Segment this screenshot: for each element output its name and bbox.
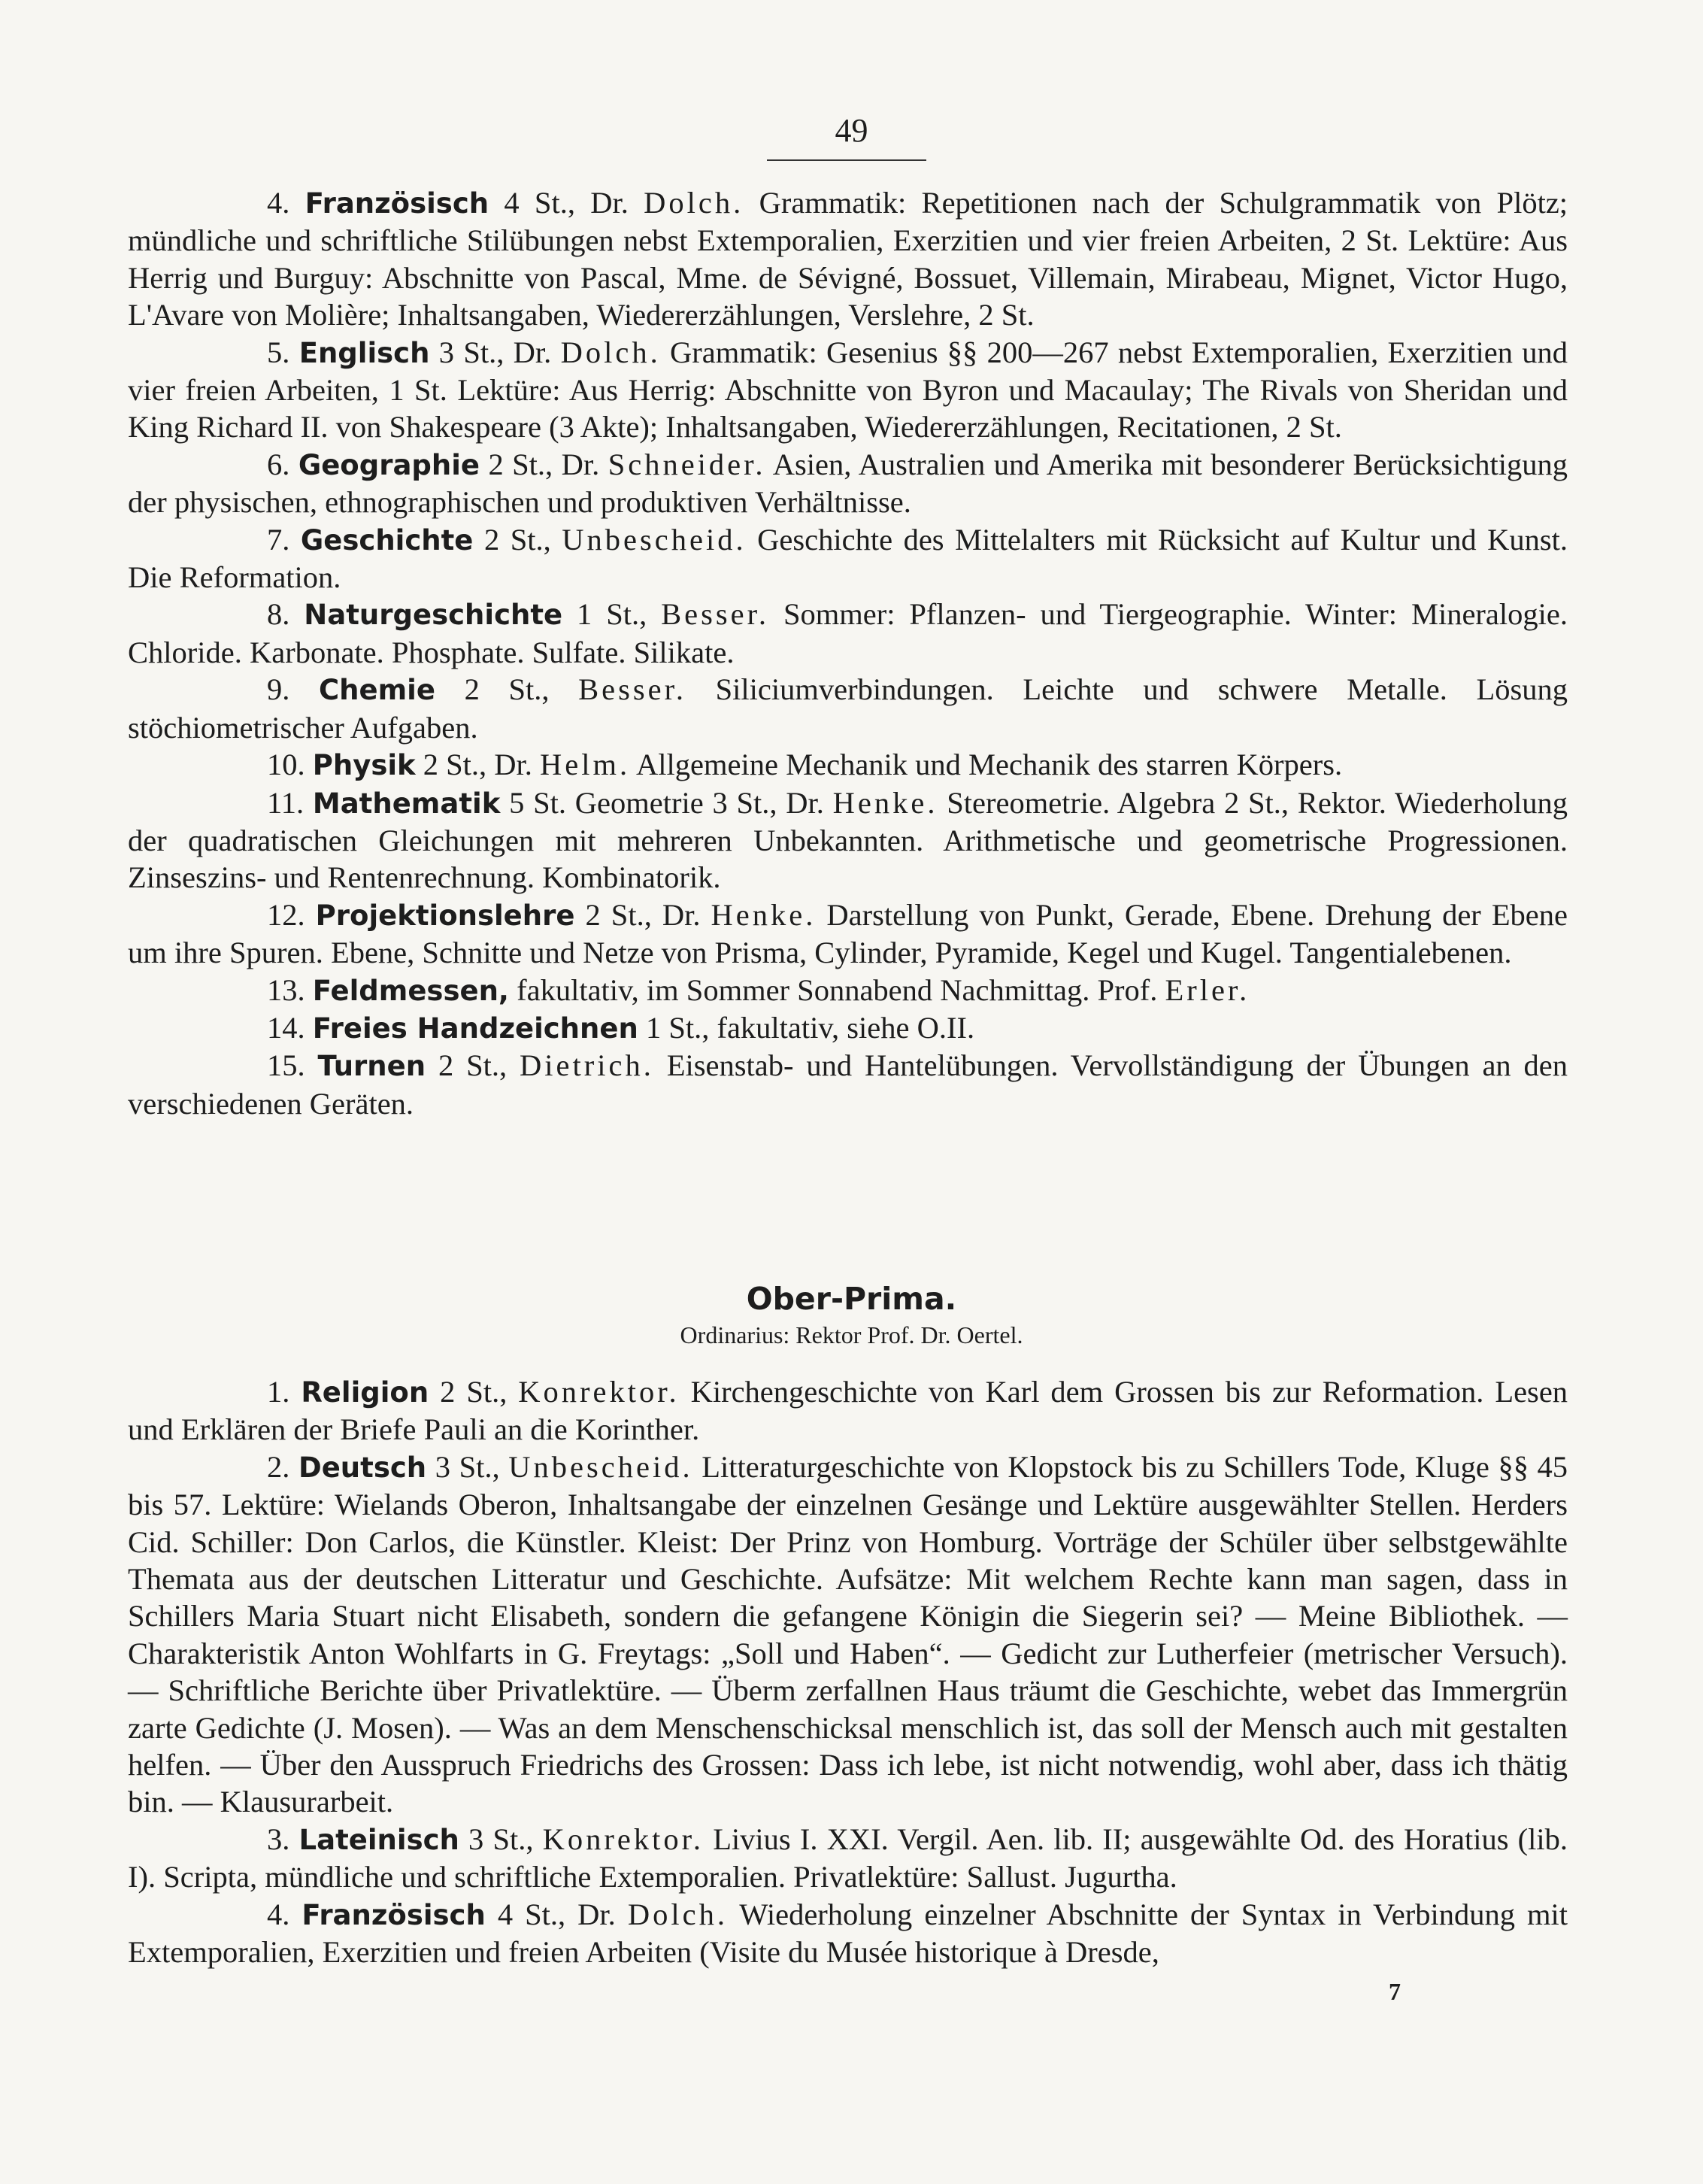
- teacher-name: Henke.: [832, 785, 938, 820]
- subject-name: Geschichte: [300, 523, 474, 557]
- subject-paragraph: [128, 784, 1568, 896]
- subject-paragraph: [128, 184, 1568, 334]
- teacher-name: Henke.: [711, 897, 817, 932]
- subject-name: Chemie: [319, 674, 435, 707]
- subject-hours: 4 St., Dr.: [504, 186, 629, 220]
- subject-description: Livius I. XXI. Vergil. Aen. lib. II; ausgewählte Od. des Horatius (lib. I). Scripta, mündliche und schriftliche Extemporalien. Privatlektüre: Sallust. Jugurtha.: [128, 1822, 1568, 1894]
- subject-number: 8.: [267, 597, 290, 632]
- teacher-name: Besser.: [661, 597, 770, 632]
- subject-description: Darstellung von Punkt, Gerade, Ebene. Drehung der Ebene um ihre Spuren. Ebene, Schnitte und Netze von Prisma, Cylinder, Pyramide, Kegel und Kugel. Tangentialebenen.: [128, 897, 1568, 970]
- subject-number: 11.: [267, 785, 305, 820]
- ordinarius-line: Ordinarius: Rektor Prof. Dr. Oertel.: [680, 1321, 1023, 1348]
- subject-description: Allgemeine Mechanik und Mechanik des starren Körpers.: [636, 748, 1343, 782]
- subject-paragraph: [128, 972, 1568, 1009]
- subject-paragraph: [128, 334, 1568, 446]
- subject-number: 4.: [267, 1897, 290, 1931]
- curriculum-section-2: [128, 1373, 1568, 1971]
- subject-number: 14.: [267, 1010, 305, 1045]
- subject-name: Englisch: [298, 336, 430, 369]
- subject-description: Eisenstab- und Hantelübungen. Vervollständigung der Übungen an den verschiedenen Geräten.: [128, 1048, 1568, 1121]
- subject-paragraph: [128, 1896, 1568, 1971]
- subject-hours: 2 St., Dr.: [585, 897, 701, 932]
- subject-name: Mathematik: [312, 787, 501, 820]
- subject-name: Französisch: [305, 187, 489, 220]
- subject-name: Feldmessen,: [312, 974, 509, 1007]
- subject-name: Lateinisch: [298, 1823, 459, 1856]
- subject-description: Siliciumverbindungen. Leichte und schwere Metalle. Lösung stöchiometrischer Aufgaben.: [128, 672, 1568, 745]
- subject-name: Freies Handzeichnen: [312, 1012, 638, 1045]
- subject-description: Asien, Australien und Amerika mit besonderer Berücksichtigung der physischen, ethnographischen und produktiven Verhältnisse.: [128, 447, 1568, 520]
- subject-paragraph: [128, 596, 1568, 671]
- subject-name: Turnen: [317, 1050, 426, 1083]
- subject-paragraph: [128, 1009, 1568, 1047]
- subject-number: 6.: [267, 447, 290, 481]
- subject-hours: 2 St.,: [440, 1375, 508, 1409]
- subject-hours: 3 St., Dr.: [438, 335, 552, 369]
- teacher-name: Dolch.: [627, 1897, 728, 1931]
- subject-name: Religion: [301, 1376, 429, 1409]
- subject-description: Sommer: Pflanzen- und Tiergeographie. Winter: Mineralogie. Chloride. Karbonate. Phosphate. Sulfate. Silikate.: [128, 597, 1568, 669]
- subject-number: 5.: [267, 335, 290, 369]
- subject-description: Geschichte des Mittelalters mit Rücksicht auf Kultur und Kunst. Die Reformation.: [128, 522, 1568, 595]
- section-title: Ober-Prima.: [746, 1281, 957, 1317]
- page-number: 49: [835, 112, 868, 149]
- subject-description: Stereometrie. Algebra 2 St., Rektor. Wiederholung der quadratischen Gleichungen mit mehreren Unbekannten. Arithmetische und geometrische Progressionen. Zinseszins- und Rentenrechnung. Kombinatorik.: [128, 785, 1568, 895]
- curriculum-section-1: [128, 184, 1568, 1122]
- subject-hours: 2 St.,: [483, 522, 551, 557]
- subject-paragraph: [128, 446, 1568, 521]
- subject-paragraph: [128, 896, 1568, 972]
- subject-hours: 4 St., Dr.: [497, 1897, 616, 1931]
- subject-number: 7.: [267, 522, 290, 557]
- teacher-name: Schneider.: [608, 447, 766, 481]
- subject-number: 13.: [267, 972, 305, 1007]
- subject-number: 1.: [267, 1375, 290, 1409]
- teacher-name: Dolch.: [560, 335, 661, 369]
- subject-paragraph: [128, 746, 1568, 784]
- subject-hours: 2 St., Dr.: [488, 447, 600, 481]
- subject-hours: 1 St.,: [577, 597, 647, 632]
- subject-number: 10.: [267, 748, 305, 782]
- subject-hours: fakultativ, im Sommer Sonnabend Nachmittag. Prof.: [517, 972, 1158, 1007]
- subject-hours: 3 St.,: [468, 1822, 534, 1856]
- subject-name: Naturgeschichte: [304, 599, 563, 632]
- subject-number: 2.: [267, 1449, 290, 1484]
- subject-description: Kirchengeschichte von Karl dem Grossen bis zur Reformation. Lesen und Erklären der Briefe Pauli an die Korinther.: [128, 1375, 1568, 1447]
- subject-hours: 3 St.,: [435, 1449, 500, 1484]
- subject-description: Wiederholung einzelner Abschnitte der Syntax in Verbindung mit Extemporalien, Exerzitien und freien Arbeiten (Visite du Musée historique à Dresde,: [128, 1897, 1568, 1970]
- subject-hours: 2 St.,: [438, 1048, 508, 1083]
- subject-number: 4.: [267, 186, 290, 220]
- teacher-name: Besser.: [578, 672, 686, 707]
- subject-name: Deutsch: [298, 1451, 427, 1484]
- subject-paragraph: [128, 671, 1568, 746]
- subject-paragraph: [128, 1373, 1568, 1448]
- subject-description: Grammatik: Gesenius §§ 200—267 nebst Extemporalien, Exerzitien und vier freien Arbeiten, 1 St. Lektüre: Aus Herrig: Abschnitte von Byron und Macaulay; The Rivals von Sheridan und King Richard II. von Shakespeare (3 Akte); Inhaltsangaben, Wiedererzählungen, Recitationen, 2 St.: [128, 335, 1568, 444]
- teacher-name: Helm.: [540, 748, 631, 782]
- subject-paragraph: [128, 1047, 1568, 1122]
- subject-description: Litteraturgeschichte von Klopstock bis zu Schillers Tode, Kluge §§ 45 bis 57. Lektüre: Wielands Oberon, Inhaltsangabe der einzelnen Gesänge und Lektüre ausgewählter Stellen. Herders Cid. Schiller: Don Carlos, die Künstler. Kleist: Der Prinz von Homburg. Vorträge der Schüler über selbstgewählte Themata aus der deutschen Litteratur und Geschichte. Aufsätze: Mit welchem Rechte kann man sagen, dass in Schillers Maria Stuart nicht Elisabeth, sondern die gefangene Königin die Siegerin sei? — Meine Bibliothek. — Charakteristik Anton Wohlfarts in G. Freytags: „Soll und Haben“. — Gedicht zur Lutherfeier (metrischer Versuch). — Schriftliche Berichte über Privatlektüre. — Überm zerfallnen Haus träumt die Geschichte, webet das Immergrün zarte Gedichte (J. Mosen). — Was an dem Menschenschicksal menschlich ist, das soll der Mensch auch mit gestalten helfen. — Über den Ausspruch Friedrichs des Grossen: Dass ich lebe, ist nicht notwendig, wohl aber, dass ich thätig bin. — Klausurarbeit.: [128, 1449, 1568, 1819]
- page-number-rule: [767, 159, 926, 161]
- teacher-name: Konrektor.: [542, 1822, 705, 1856]
- subject-paragraph: [128, 1448, 1568, 1821]
- teacher-name: Dolch.: [644, 186, 744, 220]
- subject-number: 12.: [267, 897, 305, 932]
- teacher-name: Erler.: [1165, 972, 1250, 1007]
- teacher-name: Konrektor.: [518, 1375, 680, 1409]
- signature-mark: 7: [1389, 1978, 1401, 2005]
- subject-hours: 2 St., Dr.: [423, 748, 532, 782]
- subject-paragraph: [128, 521, 1568, 596]
- subject-name: Projektionslehre: [315, 899, 575, 932]
- subject-description: Grammatik: Repetitionen nach der Schulgrammatik von Plötz; mündliche und schriftliche Stilübungen nebst Extemporalien, Exerzitien und vier freien Arbeiten, 2 St. Lektüre: Aus Herrig und Burguy: Abschnitte von Pascal, Mme. de Sévigné, Bossuet, Villemain, Mirabeau, Mignet, Victor Hugo, L'Avare von Molière; Inhaltsangaben, Wiedererzählungen, Verslehre, 2 St.: [128, 186, 1568, 332]
- subject-number: 15.: [267, 1048, 305, 1083]
- subject-paragraph: [128, 1821, 1568, 1896]
- subject-name: Physik: [312, 749, 416, 782]
- subject-name: Geographie: [298, 448, 480, 481]
- teacher-name: Unbescheid.: [562, 522, 747, 557]
- subject-number: 3.: [267, 1822, 290, 1856]
- subject-name: Französisch: [302, 1898, 486, 1931]
- subject-hours: 5 St. Geometrie 3 St., Dr.: [509, 785, 824, 820]
- subject-number: 9.: [267, 672, 290, 707]
- subject-hours: 1 St., fakultativ, siehe O.II.: [645, 1010, 975, 1045]
- teacher-name: Dietrich.: [520, 1048, 654, 1083]
- subject-hours: 2 St.,: [464, 672, 550, 707]
- teacher-name: Unbescheid.: [508, 1449, 693, 1484]
